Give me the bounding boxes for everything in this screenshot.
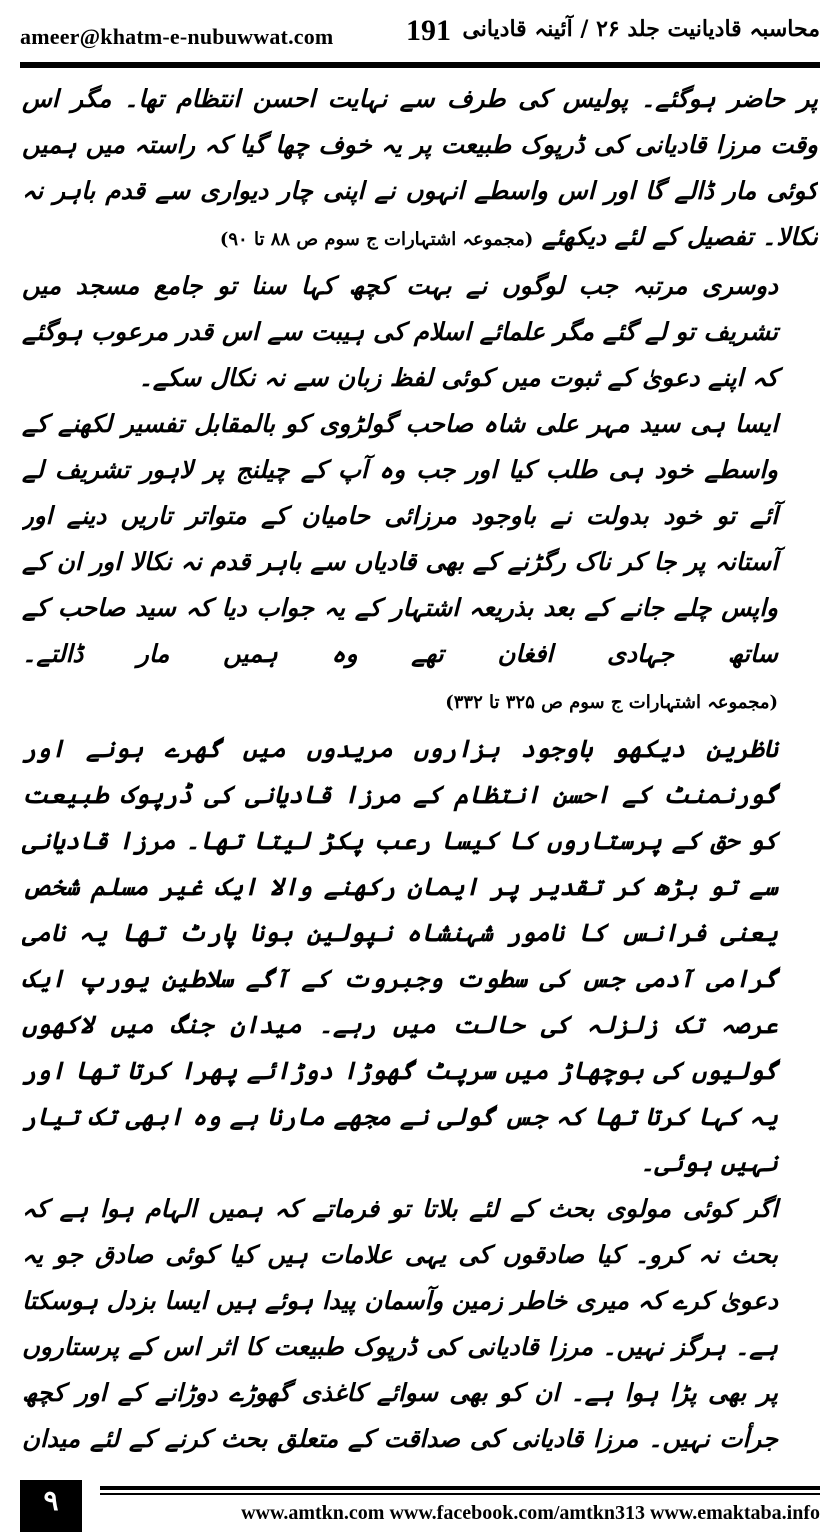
footer-rule-thin [100,1493,820,1495]
section-number: ۹ [43,1485,59,1516]
book-title: محاسبہ قادیانیت جلد ۲۶ / آئینہ قادیانی [462,16,820,42]
paragraph-text: ناظرین دیکھو باوجود ہزاروں مریدوں میں گھرے ہونے اور گورنمنٹ کے احسن انتظام کے مرزا قادیانی کی ڈرپوک طبیعت کو حق کے پرستاروں کا کیسا رعب پکڑ لیتا تھا۔ مرزا قادیانی سے تو بڑھ کر تقدیر پر ایمان رکھنے والا ایک غیر مسلم شخص یعنی فرانس کا نامور شہنشاہ نپولین بونا پارٹ تھا یہ نامی گرامی آدمی جس کی سطوت وجبروت کے آگے سلاطین یورپ ایک عرصہ تک زلزلہ کی حالت میں رہے۔ میدان جنگ میں لاکھوں گولیوں کی بوچھاڑ میں سرپٹ گھوڑا دوڑائے پھرا کرتا تھا اور یہ کہا کرتا تھا کہ جس گولی نے مجھے مارنا ہے وہ ابھی تک تیار نہیں ہوئی۔ [22,734,778,1177]
paragraph-text: ایسا ہی سید مہر علی شاہ صاحب گولڑوی کو بالمقابل تفسیر لکھنے کے واسطے خود ہی طلب کیا اور جب وہ آپ کے چیلنج پر لاہور تشریف لے آئے تو خود بدولت نے باوجود مرزائی حامیان کے متواتر تاریں دینے اور آستانہ پر جا کر ناک رگڑنے کے بھی قادیاں سے باہر قدم نہ نکالا اور ان کے واپس چلے جانے کے بعد بذریعہ اشتہار کے یہ جواب دیا کہ سید صاحب کے ساتھ جہادی افغان تھے وہ ہمیں مار ڈالتے۔ [22,409,778,668]
reference-citation: (مجموعہ اشتہارات ج سوم ص ۳۲۵ تا ۳۳۲) [445,692,778,713]
paragraph-text: پر حاضر ہوگئے۔ پولیس کی طرف سے نہایت احسن انتظام تھا۔ مگر اس وقت مرزا قادیانی کی ڈرپوک طبیعت پر یہ خوف چھا گیا کہ راستہ میں ہمیں کوئی مار ڈالے گا اور اس واسطے انہوں نے اپنی چار دیواری سے قدم باہر نہ نکالا۔ تفصیل کے لئے دیکھئے [22,84,818,251]
paragraph-text: اگر کوئی مولوی بحث کے لئے بلاتا تو فرماتے کہ ہمیں الہام ہوا ہے کہ بحث نہ کرو۔ کیا صادقوں کی یہی علامات ہیں کیا کوئی صادق جو یہ دعویٰ کرے کہ میری خاطر زمین وآسمان پیدا ہوئے ہیں ایسا بزدل ہوسکتا ہے۔ ہرگز نہیں۔ مرزا قادیانی کی ڈرپوک طبیعت کا اثر اس کے پرستاروں پر بھی پڑا ہوا ہے۔ ان کو بھی سوائے کاغذی گھوڑے دوڑانے کے اور کچھ جرأت نہیں۔ مرزا قادیانی کی صداقت کے متعلق بحث کرنے کے لئے میدان [22,1194,778,1453]
paragraph-2 [22,263,818,401]
footer-rule [100,1486,820,1490]
reference-citation: (مجموعہ اشتہارات ج سوم ص ۸۸ تا ۹۰) [219,229,534,250]
page-header [20,10,820,58]
header-email: ameer@khatm-e-nubuwwat.com [20,24,334,49]
page-number: 191 [406,14,451,47]
body-text [22,76,818,1456]
paragraph-4 [22,726,818,1186]
paragraph-5 [22,1186,818,1456]
paragraph-3 [22,401,818,726]
paragraph-text: دوسری مرتبہ جب لوگوں نے بہت کچھ کہا سنا تو جامع مسجد میں تشریف تو لے گئے مگر علمائے اسلام کی ہیبت سے اس قدر مرعوب ہوگئے کہ اپنے دعویٰ کے ثبوت میں کوئی لفظ زبان سے نہ نکال سکے۔ [22,271,778,392]
header-rule [20,62,820,68]
paragraph-1 [22,76,818,263]
footer-links[interactable]: www.amtkn.com www.facebook.com/amtkn313 www.emaktaba.info [241,1502,820,1524]
